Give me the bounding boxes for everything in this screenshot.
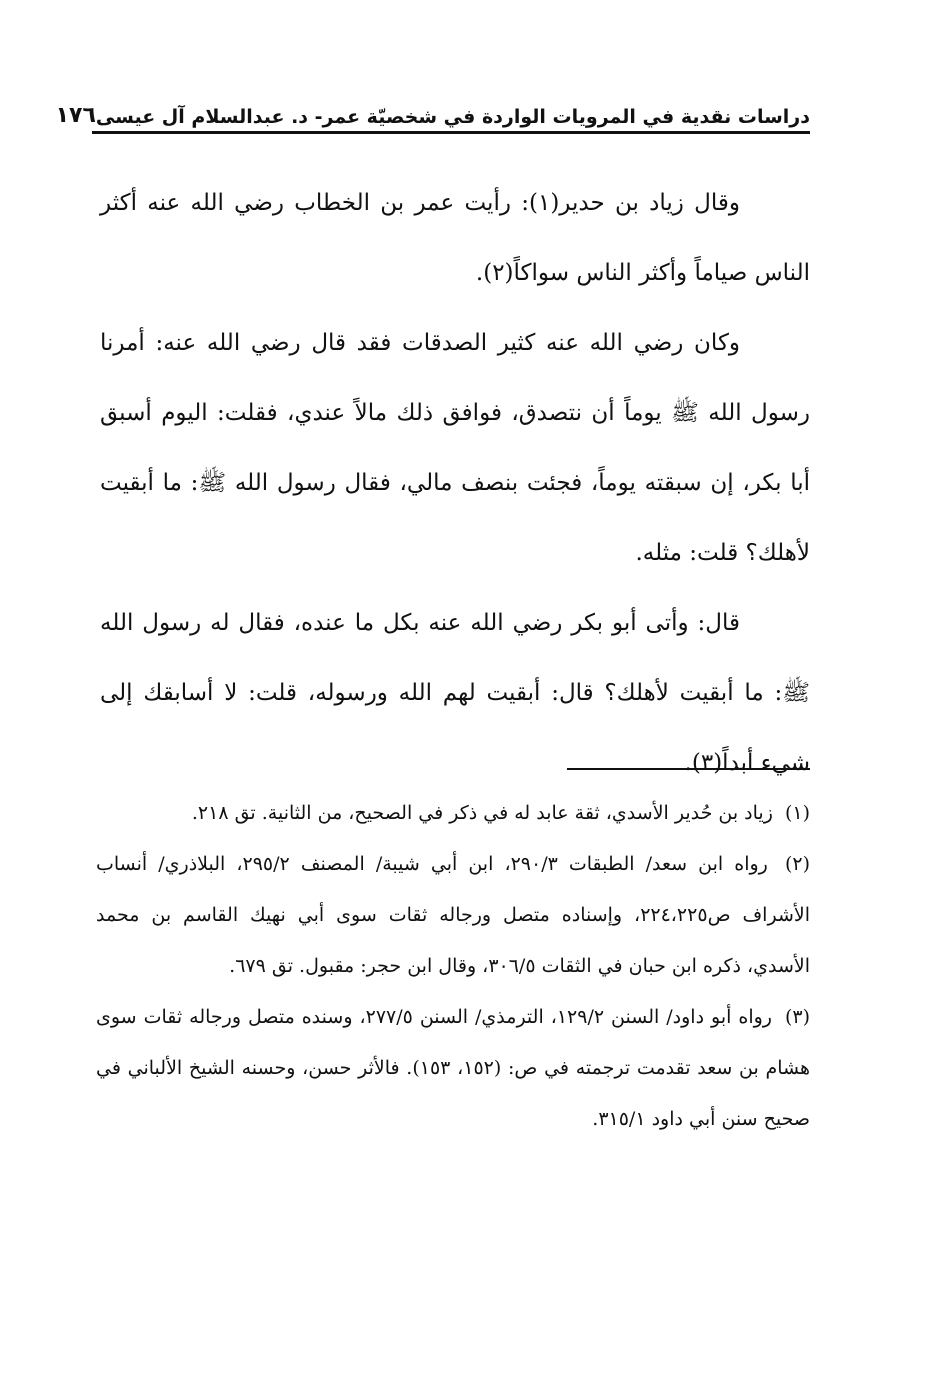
main-text <box>100 168 810 798</box>
footnote-text: رواه ابن سعد/ الطبقات ٢٩٠/٣، ابن أبي شيبة/ المصنف ٢٩٥/٢، البلاذري/ أنساب الأشراف ص٢٢٤،٢٢٥، وإسناده متصل ورجاله ثقات سوى أبي نهيك القاسم بن محمد الأسدي، ذكره ابن حبان في الثقات ٣٠٦/٥، وقال ابن حجر: مقبول. تق ٦٧٩. <box>96 853 810 977</box>
footnote-text: زياد بن حُدير الأسدي، ثقة عابد له في ذكر في الصحيح، من الثانية. تق ٢١٨. <box>191 802 773 824</box>
footnote <box>96 788 810 839</box>
footnote <box>96 839 810 992</box>
page-number: ١٧٦ <box>55 103 96 128</box>
footnote-number: (٣) <box>784 1006 810 1028</box>
header-rule <box>92 131 810 134</box>
footnote <box>96 992 810 1145</box>
footnote-number: (٢) <box>784 853 810 875</box>
footnotes <box>96 788 810 1145</box>
footnote-number: (١) <box>784 802 810 824</box>
footnote-text: رواه أبو داود/ السنن ١٢٩/٢، الترمذي/ السنن ٢٧٧/٥، وسنده متصل ورجاله ثقات سوى هشام بن سعد تقدمت ترجمته في ص: (١٥٢، ١٥٣). فالأثر حسن، وحسنه الشيخ الألباني في صحيح سنن أبي داود ٣١٥/١. <box>96 1006 810 1130</box>
paragraph: وكان رضي الله عنه كثير الصدقات فقد قال رضي الله عنه: أمرنا رسول الله ﷺ يوماً أن نتصدق، فوافق ذلك مالاً عندي، فقلت: اليوم أسبق أبا بكر، إن سبقته يوماً، فجئت بنصف مالي، فقال رسول الله ﷺ: ما أبقيت لأهلك؟ قلت: مثله. <box>100 330 810 566</box>
paragraph: قال: وأتى أبو بكر رضي الله عنه بكل ما عنده، فقال له رسول الله ﷺ: ما أبقيت لأهلك؟ قال: أبقيت لهم الله ورسوله، قلت: لا أسابقك إلى شيء أبداً(٣). <box>100 610 810 776</box>
footnote-separator <box>567 768 810 770</box>
paragraph: وقال زياد بن حدير(١): رأيت عمر بن الخطاب رضي الله عنه أكثر الناس صياماً وأكثر الناس سواكاً(٢). <box>100 190 810 286</box>
running-title: دراسات نقدية في المرويات الواردة في شخصيّة عمر- د. عبدالسلام آل عيسى <box>95 106 810 128</box>
running-header <box>55 88 810 128</box>
